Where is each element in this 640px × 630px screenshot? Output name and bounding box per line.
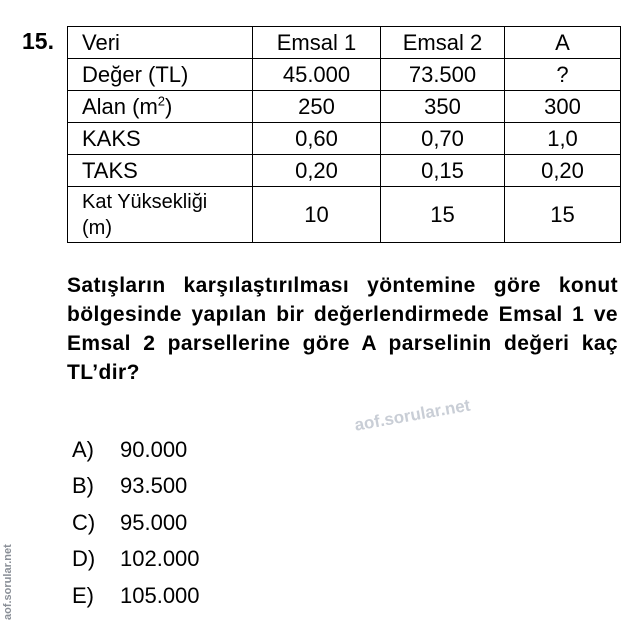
- cell-value: 73.500: [381, 59, 505, 91]
- cell-value: 350: [381, 91, 505, 123]
- option-d[interactable]: [72, 545, 200, 581]
- cell-value: 15: [505, 187, 621, 243]
- option-value: 95.000: [120, 509, 188, 535]
- row-label-line1: Kat Yüksekliği: [82, 190, 208, 213]
- header-cell-veri: Veri: [68, 27, 253, 59]
- header-cell-emsal2: Emsal 2: [381, 27, 505, 59]
- cell-value: 0,20: [253, 155, 381, 187]
- cell-value: 15: [381, 187, 505, 243]
- cell-value: 10: [253, 187, 381, 243]
- cell-value: ?: [505, 59, 621, 91]
- cell-value: 1,0: [505, 123, 621, 155]
- option-value: 102.000: [120, 546, 200, 572]
- table-row: [68, 91, 621, 123]
- row-label: TAKS: [68, 155, 253, 187]
- superscript: 2: [157, 93, 166, 109]
- row-label: Değer (TL): [68, 59, 253, 91]
- row-label-line2: (m): [82, 216, 112, 239]
- question-text: Satışların karşılaştırılması yöntemine göre konut bölgesinde yapılan bir değerlendirmede Emsal 1 ve Emsal 2 parsellerine göre A parselinin değeri kaç TL’dir?: [67, 274, 618, 384]
- table-row: [68, 59, 621, 91]
- option-letter: D): [72, 546, 96, 572]
- table-row: [68, 187, 621, 243]
- header-cell-a: A: [505, 27, 621, 59]
- option-b[interactable]: [72, 472, 200, 508]
- table-row: [68, 123, 621, 155]
- watermark-side: aof.sorular.net: [2, 544, 14, 620]
- data-table: [67, 26, 621, 243]
- question-number: 15.: [22, 28, 54, 54]
- cell-value: 0,20: [505, 155, 621, 187]
- header-cell-emsal1: Emsal 1: [253, 27, 381, 59]
- cell-value: 0,60: [253, 123, 381, 155]
- cell-value: 0,70: [381, 123, 505, 155]
- row-label: [68, 91, 253, 123]
- option-a[interactable]: [72, 436, 200, 472]
- option-letter: B): [72, 473, 94, 499]
- row-label-text: Alan (m: [82, 94, 158, 119]
- option-letter: A): [72, 437, 94, 462]
- option-letter: E): [72, 582, 94, 608]
- table-row: [68, 155, 621, 187]
- answer-options: [72, 436, 200, 618]
- cell-value: 0,15: [381, 155, 505, 187]
- row-label: KAKS: [68, 123, 253, 155]
- option-letter: C): [72, 509, 96, 535]
- row-label: [68, 187, 253, 243]
- option-value: 105.000: [120, 582, 200, 608]
- option-value: 90.000: [120, 437, 188, 462]
- row-label-suffix: ): [165, 94, 173, 119]
- option-c[interactable]: [72, 509, 200, 545]
- cell-value: 300: [505, 91, 621, 123]
- watermark-center: aof.sorular.net: [353, 395, 472, 435]
- cell-value: 250: [253, 91, 381, 123]
- table-header-row: [68, 27, 621, 59]
- cell-value: 45.000: [253, 59, 381, 91]
- option-value: 93.500: [120, 473, 188, 499]
- option-e[interactable]: [72, 582, 200, 618]
